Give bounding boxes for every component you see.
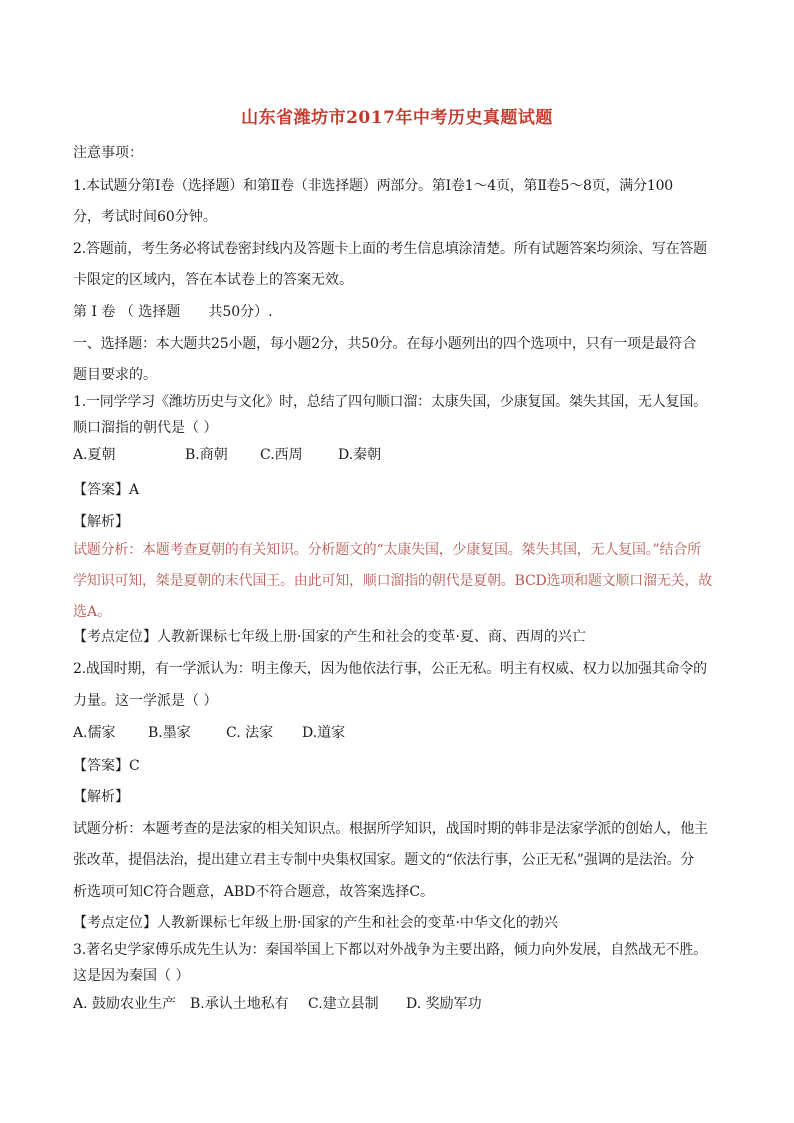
q1-stem: 1.一同学学习《潍坊历史与文化》时，总结了四句顺口溜：太康失国，少康复国。桀失其国，无人复国。 <box>73 394 707 410</box>
q2-stem: 2.战国时期，有一学派认为：明主像天，因为他依法行事，公正无私。明主有权威、权力以加强其命令的 <box>73 661 707 677</box>
q2-answer: 【答案】C <box>73 758 140 774</box>
q2-analysis: 试题分析：本题考查的是法家的相关知识点。根据所学知识，战国时期的韩非是法家学派的创始人，他主 <box>73 821 708 837</box>
q1-option-d: D.秦朝 <box>338 447 382 463</box>
q3-stem: 3.著名史学家傅乐成先生认为：秦国举国上下都以对外战争为主要出路，倾力向外发展，自然战无不胜。 <box>73 942 707 958</box>
q3-option-c: C.建立县制 <box>308 996 379 1012</box>
q2-analysis-cont: 张改革，提倡法治，提出建立君主专制中央集权国家。题文的“依法行事，公正无私”强调的是法治。分 <box>73 852 695 868</box>
q1-analysis-end: 选A。 <box>73 604 112 620</box>
q1-option-a: A.夏朝 <box>73 447 116 463</box>
q2-option-a: A.儒家 <box>73 725 116 741</box>
q1-exam-point: 【考点定位】人教新课标七年级上册·国家的产生和社会的变革·夏、商、西周的兴亡 <box>73 629 586 645</box>
q1-option-c: C.西周 <box>260 447 303 463</box>
q1-analysis-cont: 学知识可知，桀是夏朝的末代国王。由此可知，顺口溜指的朝代是夏朝。BCD选项和题文顺口溜无关，故 <box>73 573 713 589</box>
section-heading: 第 Ⅰ 卷 （ 选择题 共50分）. <box>73 304 273 320</box>
notice-heading: 注意事项： <box>73 145 143 161</box>
q1-analysis-label: 【解析】 <box>73 514 129 530</box>
notice-item-1-cont: 分，考试时间60分钟。 <box>73 209 217 225</box>
notice-item-1: 1.本试题分第Ⅰ卷（选择题）和第Ⅱ卷（非选择题）两部分。第Ⅰ卷1～4页，第Ⅱ卷5～8页，满分100 <box>73 178 673 194</box>
q2-analysis-end: 析选项可知C符合题意，ABD不符合题意，故答案选择C。 <box>73 884 435 900</box>
q2-analysis-label: 【解析】 <box>73 789 129 805</box>
q2-option-d: D.道家 <box>302 725 346 741</box>
q2-option-b: B.墨家 <box>148 725 191 741</box>
section-instructions-cont: 题目要求的。 <box>73 367 157 383</box>
q3-options <box>73 994 723 1014</box>
q1-options <box>73 445 723 465</box>
section-instructions: 一、选择题：本大题共25小题，每小题2分，共50分。在每小题列出的四个选项中，只有一项是最符合 <box>73 336 697 352</box>
q1-answer: 【答案】A <box>73 482 140 498</box>
q2-exam-point: 【考点定位】人教新课标七年级上册·国家的产生和社会的变革·中华文化的勃兴 <box>73 915 558 931</box>
q3-option-d: D. 奖励军功 <box>406 996 482 1012</box>
q1-option-b: B.商朝 <box>185 447 228 463</box>
notice-item-2: 2.答题前，考生务必将试卷密封线内及答题卡上面的考生信息填涂清楚。所有试题答案均须涂、写在答题 <box>73 241 707 257</box>
page-title: 山东省潍坊市2017年中考历史真题试题 <box>241 108 553 128</box>
q3-stem-cont: 这是因为秦国（ ） <box>73 968 190 984</box>
q1-stem-cont: 顺口溜指的朝代是（ ） <box>73 420 218 436</box>
q2-stem-cont: 力量。这一学派是（ ） <box>73 693 218 709</box>
q3-option-a: A. 鼓励农业生产 <box>73 996 177 1012</box>
q1-analysis: 试题分析：本题考查夏朝的有关知识。分析题文的“太康失国，少康复国。桀失其国，无人复国。”结合所 <box>73 542 701 558</box>
q2-options <box>73 723 723 743</box>
notice-item-2-cont: 卡限定的区域内，答在本试卷上的答案无效。 <box>73 272 353 288</box>
q2-option-c: C. 法家 <box>226 725 274 741</box>
q3-option-b: B.承认土地私有 <box>190 996 289 1012</box>
